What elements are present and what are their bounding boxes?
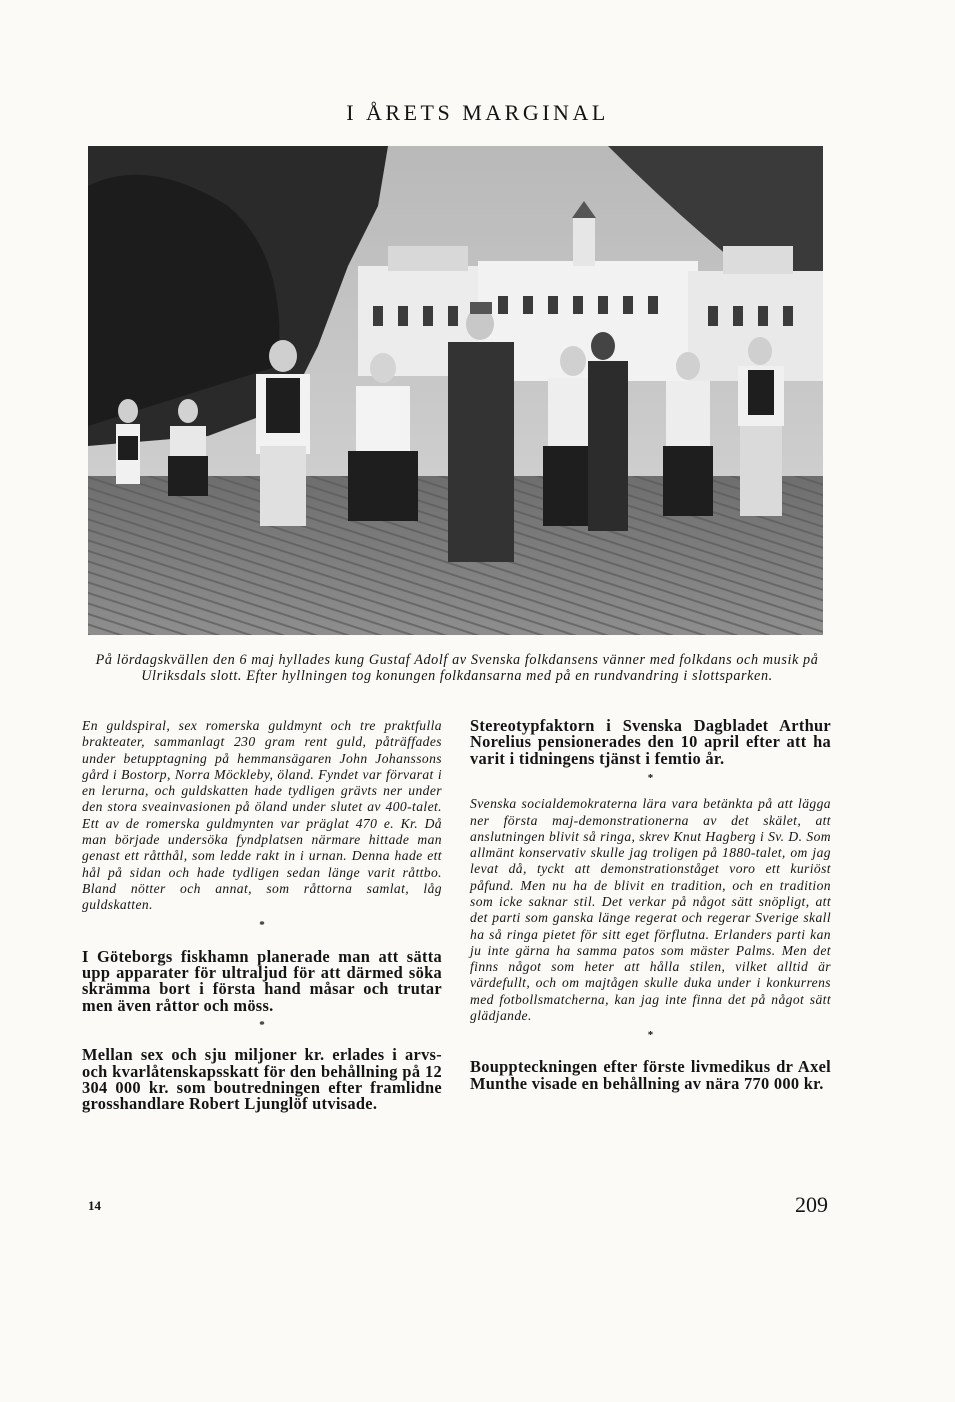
ljunglof-estate-article: Mellan sex och sju miljoner kr. erlades i arvs- och kvarlåtenskapsskatt för den behållning på 12 304 000 kr. som boutredningen efter framlidne grosshandlare Robert Ljunglöf utvisade. bbox=[82, 1045, 442, 1114]
page-number: 209 bbox=[795, 1192, 828, 1217]
page-header: I ÅRETS MARGINAL bbox=[346, 100, 609, 125]
photo-illustration bbox=[88, 146, 823, 635]
photo-caption: På lördagskvällen den 6 maj hyllades kung Gustaf Adolf av Svenska folkdansens vänner med folkdans och musik på Ulriksdals slott. Efter hyllningen tog konungen folkdansarna med på en rundvandring i slottsparken. bbox=[95, 652, 819, 684]
norelius-article: Stereotypfaktorn i Svenska Dagbladet Arthur Norelius pensionerades den 10 april efter att ha varit i tidningens tjänst i femtio år. bbox=[470, 716, 831, 768]
separator-star: * bbox=[259, 1019, 265, 1032]
right-column bbox=[470, 718, 831, 1092]
page-folio-left: 14 bbox=[88, 1198, 101, 1213]
gold-treasure-article: En guldspiral, sex romerska guldmynt och tre praktfulla brakteater, sammanlagt 230 gram rent guld, påträffades under betupptagning på hemmansägaren John Johanssons gård i Bostorp, Norra Möckleby, öland. Fyndet var förvarat i en lerurna, och guldskatten hade tydligen grävts ner under den stora sveainvasionen på öland under slutet av 400-talet. Ett av de romerska guldmynten var präglat 470 e. Kr. Då man började undersöka fyndplatsen närmare hittade man genast ett råtthål, som ledde rakt in i urnan. Denna hade ett hål på sidan och hade tydligen sedan länge varit råttbo. Bland nötter och annat, som råttorna samlat, låg guldskatten. bbox=[82, 718, 442, 913]
may-day-article: Svenska socialdemokraterna lära vara betänkta på att lägga ner första maj-demonstrationerna av det skälet, att anslutningen blivit så ringa, skrev Knut Hagberg i Sv. D. Som allmänt konservativ skulle jag troligen på 1880-talet, om jag levat då, tyckt att demonstrationståget voro ett kuriöst påfund. Men nu ha de blivit en tradition, och en tradition som icke saknar stil. Det verkar på något sätt snöpligt, att det parti som ganska länge regerat och regerar Sverige skall ha så ringa pietet för sitt eget förflutna. Erlanders parti kan ju inte gärna ha samma patos som mäster Palms. Men det finns något som heter att hålla stilen, vilket alltid är värdefullt, och om majtågen skulle duka under i konkurrens med fotbollsmatcherna, kan jag inte finna det på något sätt glädjande. bbox=[470, 796, 831, 1024]
separator-star: * bbox=[647, 772, 654, 785]
goteborg-article: I Göteborgs fiskhamn planerade man att sätta upp apparater för ultraljud för att därmed söka skrämma bort i första hand måsar och trutar men även råttor och möss. bbox=[82, 946, 442, 1015]
photo-folk-dancers bbox=[88, 146, 823, 635]
separator-star: * bbox=[259, 918, 265, 931]
separator-star: * bbox=[647, 1029, 654, 1042]
munthe-estate-article: Bouppteckningen efter förste livmedikus dr Axel Munthe visade en behållning av nära 770 000 kr. bbox=[470, 1057, 831, 1093]
left-column bbox=[82, 718, 442, 1113]
